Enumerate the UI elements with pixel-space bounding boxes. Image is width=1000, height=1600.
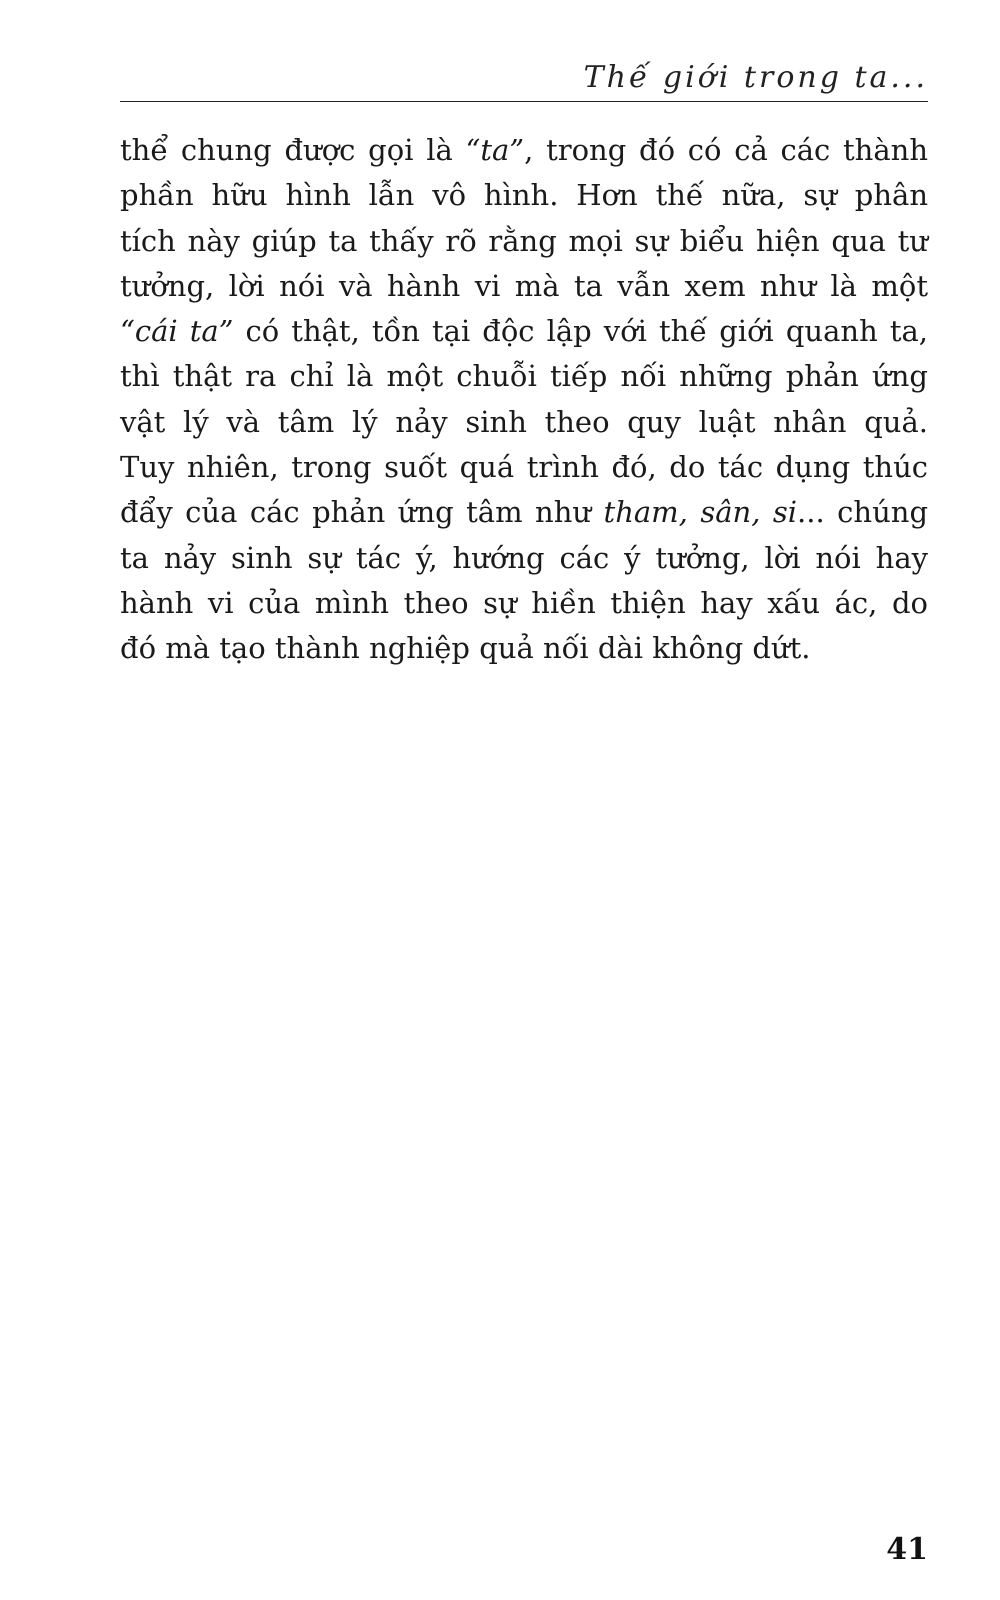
text-line-11: hành vi của mình theo sự hiền thiện hay xấu ác, do bbox=[120, 585, 928, 620]
body-text bbox=[120, 128, 928, 672]
page-number: 41 bbox=[886, 1532, 928, 1567]
text-line-10: ta nảy sinh sự tác ý, hướng các ý tưởng, lời nói hay bbox=[120, 540, 928, 575]
text-line-3: tích này giúp ta thấy rõ rằng mọi sự biểu hiện qua tư bbox=[120, 223, 928, 258]
text-line-2: phần hữu hình lẫn vô hình. Hơn thế nữa, sự phân bbox=[120, 178, 928, 213]
text-line-6: thì thật ra chỉ là một chuỗi tiếp nối những phản ứng bbox=[120, 359, 928, 394]
text-line-5: “cái ta” có thật, tồn tại độc lập với thế giới quanh ta, bbox=[120, 314, 928, 349]
text-line-9: đẩy của các phản ứng tâm như tham, sân, si... chúng bbox=[120, 495, 929, 530]
text-line-4: tưởng, lời nói và hành vi mà ta vẫn xem như là một bbox=[120, 268, 928, 303]
text-line-1: thể chung được gọi là “ta”, trong đó có cả các thành bbox=[120, 133, 928, 167]
emphasis-ta: “ta” bbox=[465, 133, 525, 167]
emphasis-cai-ta: “cái ta” bbox=[120, 314, 234, 349]
text-line-12: đó mà tạo thành nghiệp quả nối dài không dứt. bbox=[120, 631, 811, 666]
text-line-7: vật lý và tâm lý nảy sinh theo quy luật nhân quả. bbox=[120, 404, 928, 439]
emphasis-tham-san-si: tham, sân, si bbox=[603, 495, 798, 530]
running-header-title: Thế giới trong ta... bbox=[583, 60, 928, 95]
running-header bbox=[120, 52, 928, 102]
text-line-8: Tuy nhiên, trong suốt quá trình đó, do tác dụng thúc bbox=[120, 450, 928, 485]
